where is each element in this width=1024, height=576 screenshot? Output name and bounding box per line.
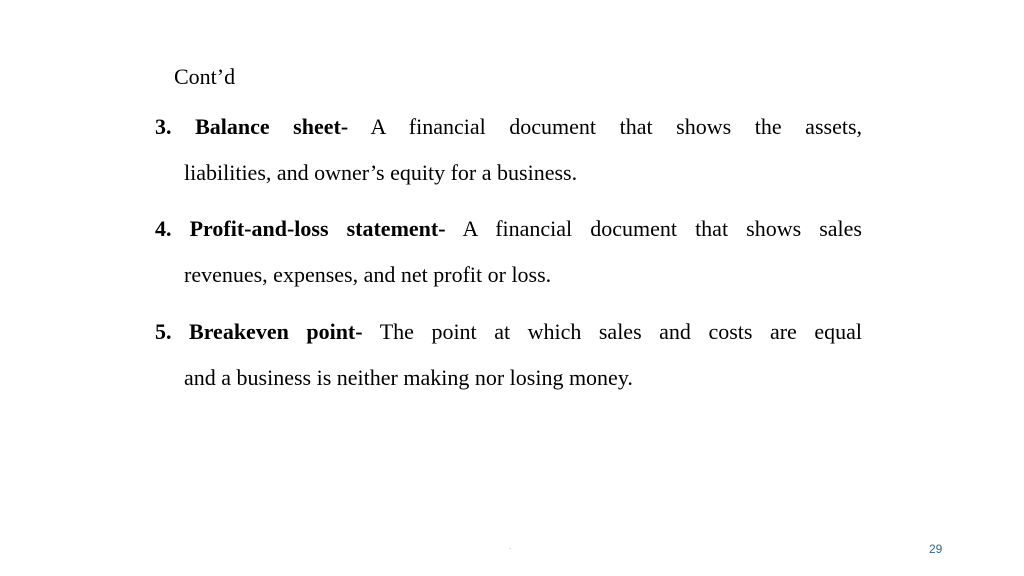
definition-term: 3. Balance sheet-	[155, 114, 349, 139]
footer-mark: .	[509, 542, 512, 551]
definition-continuation: and a business is neither making nor losing money.	[184, 365, 633, 390]
definition-line	[155, 104, 862, 150]
definition-text: The point at which sales and costs are equal	[379, 319, 862, 344]
definition-profit-and-loss-statement	[155, 206, 862, 298]
definition-line	[155, 206, 862, 252]
definition-term: 4. Profit-and-loss statement-	[155, 216, 446, 241]
definition-continuation: revenues, expenses, and net profit or loss.	[184, 262, 552, 287]
definition-continuation: liabilities, and owner’s equity for a business.	[184, 160, 578, 185]
definition-balance-sheet	[155, 104, 862, 196]
definition-text: A financial document that shows the assets,	[370, 114, 863, 139]
definition-term: 5. Breakeven point-	[155, 319, 363, 344]
definition-line	[155, 309, 862, 355]
slide-heading: Cont’d	[174, 64, 236, 89]
definition-text: A financial document that shows sales	[462, 216, 862, 241]
definition-breakeven-point	[155, 309, 862, 401]
page-number: 29	[929, 542, 943, 556]
